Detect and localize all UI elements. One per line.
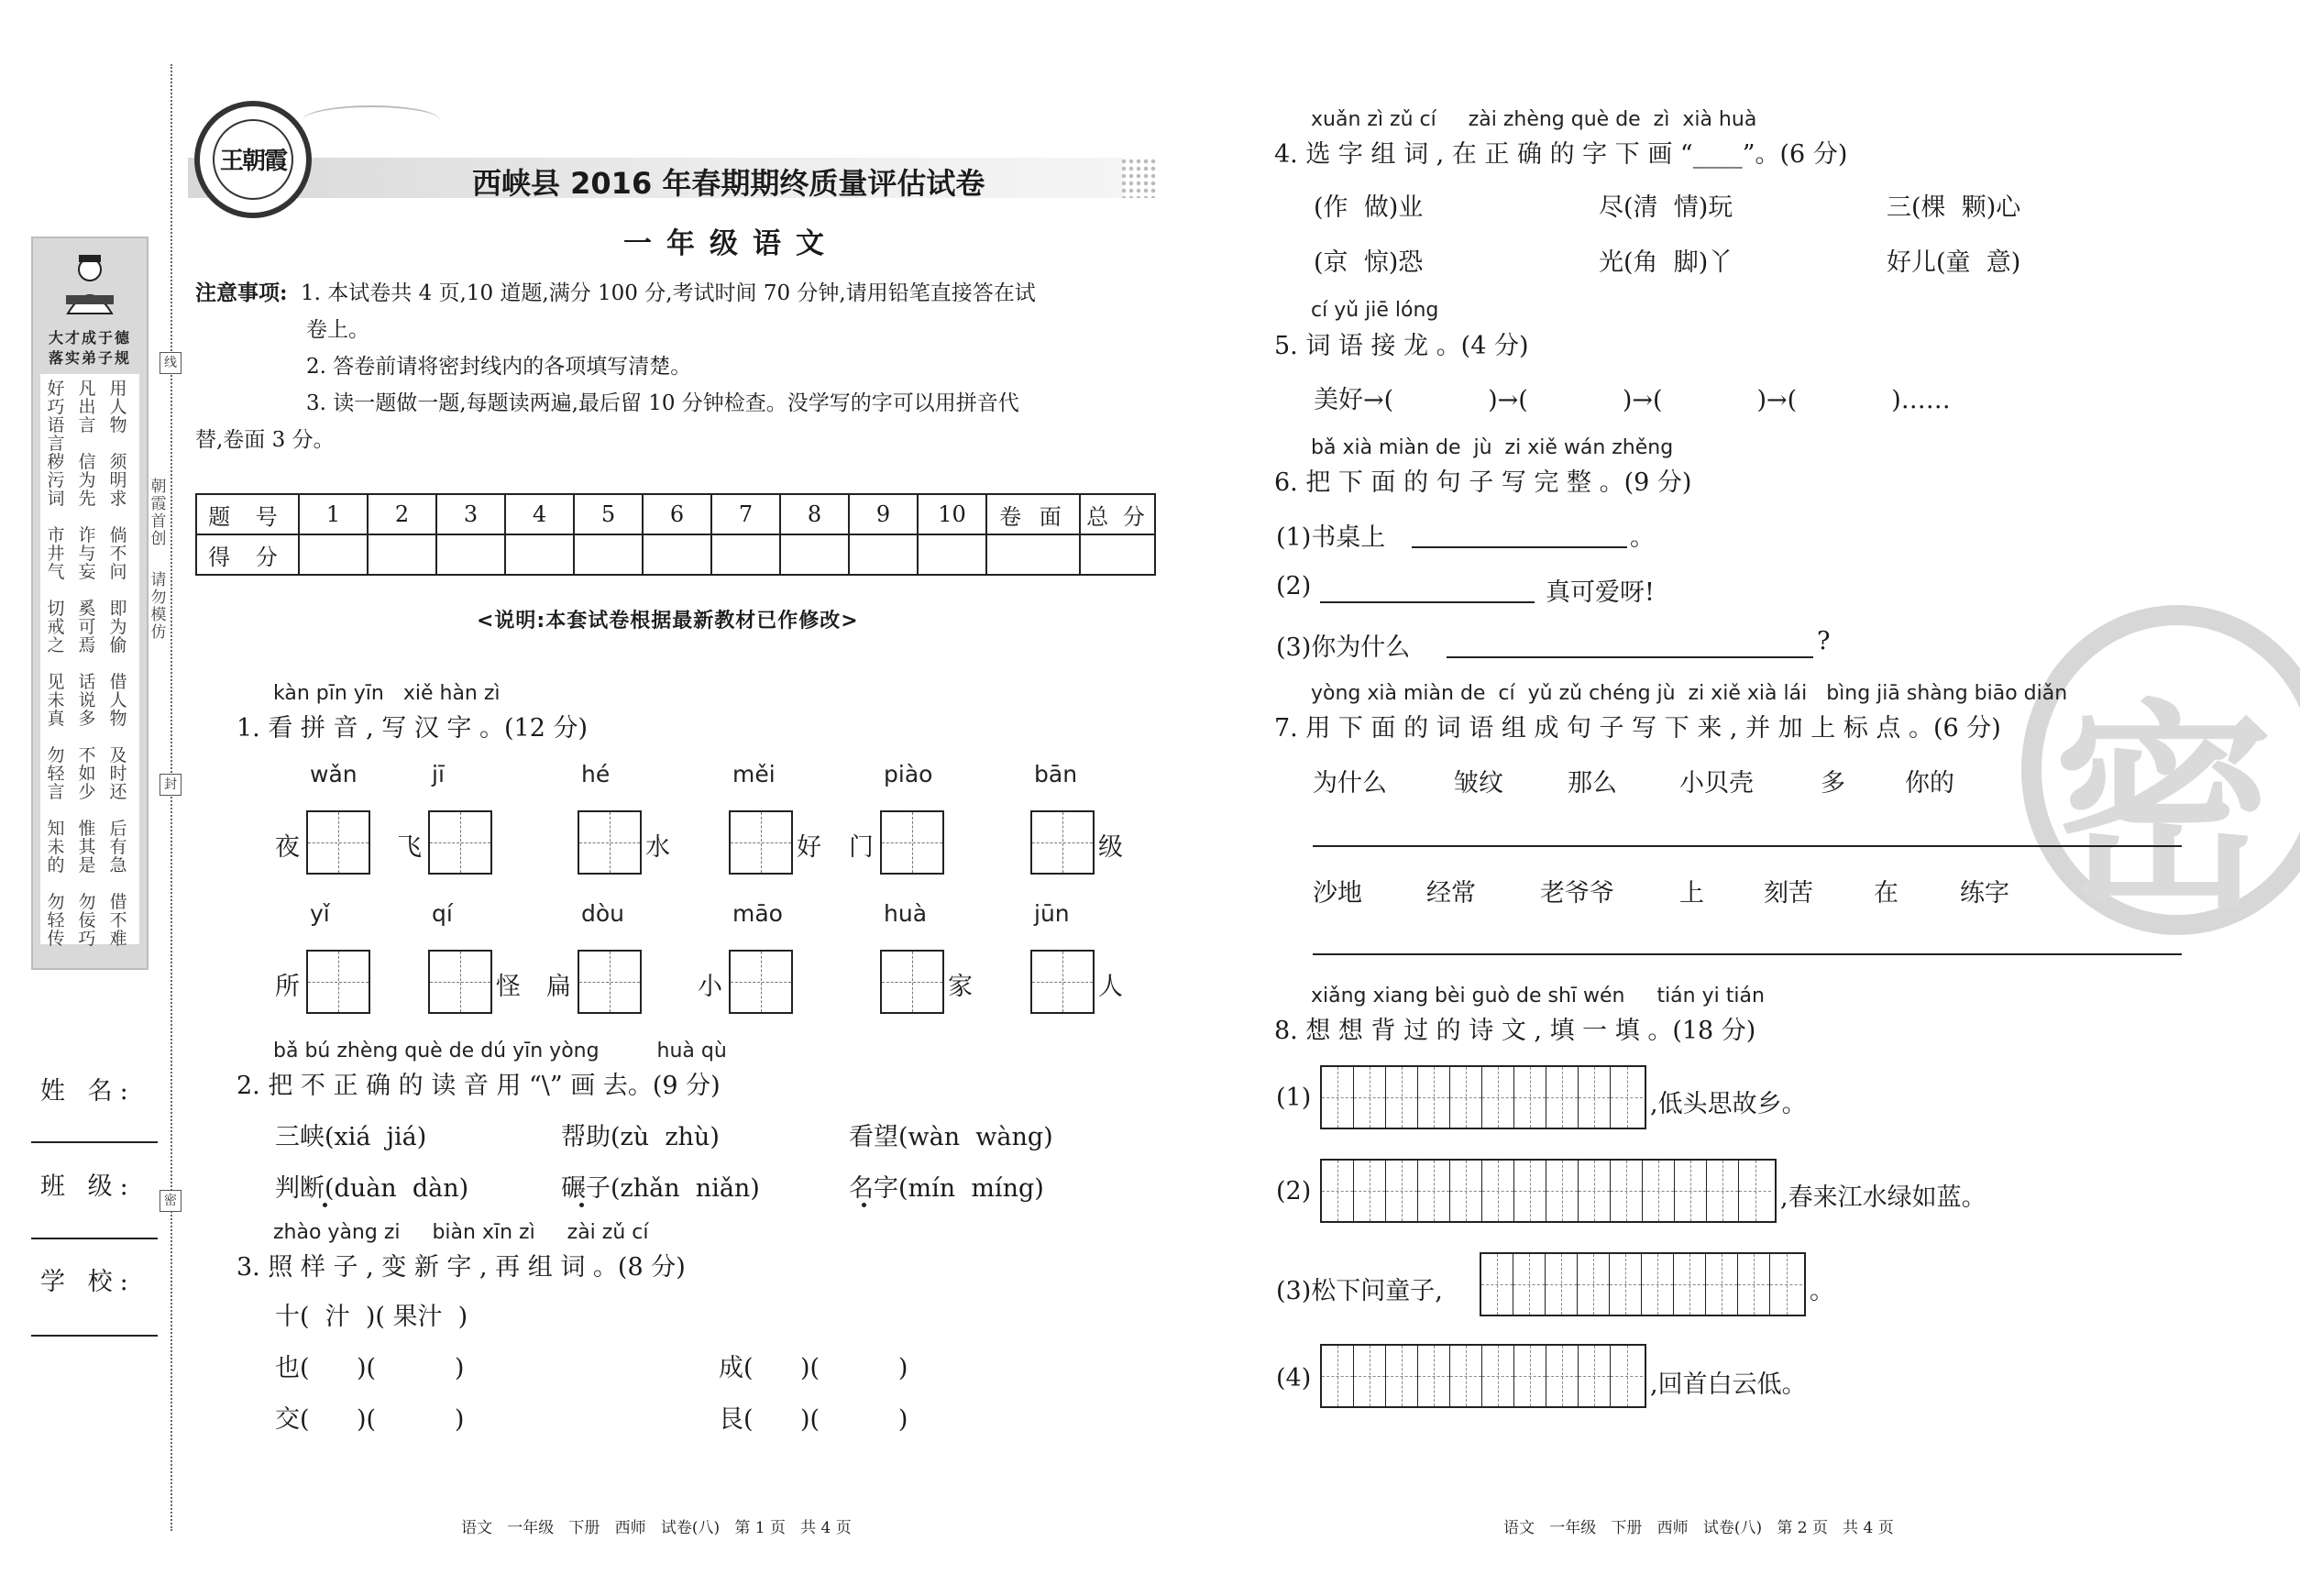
- q1-char-suffix: 级: [1098, 833, 1123, 862]
- notes-label: 注意事项:: [195, 281, 288, 305]
- note-3b: 替,卷面 3 分。: [195, 428, 335, 452]
- score-header-cell: 6: [643, 494, 711, 534]
- q8-grid-cell[interactable]: [1354, 1067, 1386, 1128]
- proverb-column: 后有急: [109, 819, 127, 875]
- q8-grid-cell[interactable]: [1579, 1161, 1611, 1221]
- score-header-cell: 题 号: [196, 494, 299, 534]
- q7-word: 老爷爷: [1540, 879, 1614, 908]
- note-2: 2. 答卷前请将密封线内的各项填写清楚。: [306, 355, 692, 379]
- fold-mark-seal: 封: [160, 774, 182, 796]
- q8-grid-cell[interactable]: [1322, 1161, 1354, 1221]
- q8-line-1-end: ,低头思故乡。: [1650, 1090, 1807, 1118]
- score-cell[interactable]: [918, 534, 986, 575]
- q7-answer-line-2[interactable]: [1313, 953, 2182, 955]
- q8-grid-cell[interactable]: [1706, 1254, 1738, 1315]
- proverb-column: 勿轻传: [47, 892, 65, 949]
- note-1a: 1. 本试卷共 4 页,10 道题,满分 100 分,考试时间 70 分钟,请用铅笔直接答在试: [301, 281, 1036, 305]
- proverb-column: 勿轻言: [47, 745, 65, 802]
- q8-grid-cell[interactable]: [1611, 1346, 1643, 1406]
- q8-grid-4[interactable]: [1320, 1344, 1646, 1408]
- q8-grid-cell[interactable]: [1611, 1161, 1643, 1221]
- q8-grid-cell[interactable]: [1418, 1346, 1450, 1406]
- q1-char-suffix: 好: [797, 833, 821, 862]
- q8-grid-cell[interactable]: [1514, 1346, 1546, 1406]
- q4-item: 尽(清 情)玩: [1599, 193, 1733, 222]
- q8-line-2-end: ,春来江水绿如蓝。: [1780, 1183, 1986, 1212]
- q7-word: 在: [1874, 879, 1898, 908]
- q1-char-suffix: 水: [645, 833, 670, 862]
- q8-pinyin: xiǎng xiang bèi guò de shī wén tián yi tián: [1311, 985, 1765, 1007]
- q6-answer-line-1[interactable]: [1412, 546, 1627, 548]
- q4-item: (京 惊)恐: [1314, 248, 1424, 277]
- q1-char-box[interactable]: [880, 810, 944, 875]
- class-label: 班 级:: [40, 1172, 136, 1201]
- q1-char-box[interactable]: [306, 950, 370, 1014]
- q7-answer-line-1[interactable]: [1313, 845, 2182, 847]
- q7-word: 经常: [1426, 879, 1476, 908]
- proverb-column: 话说多: [78, 672, 96, 729]
- q1-pinyin-item: māo: [732, 900, 783, 927]
- q3-item: 艮( )( ): [719, 1405, 908, 1434]
- q8-grid-cell[interactable]: [1482, 1346, 1514, 1406]
- q8-grid-cell[interactable]: [1418, 1161, 1450, 1221]
- q8-grid-cell[interactable]: [1386, 1161, 1418, 1221]
- q7-word: 练字: [1960, 879, 2009, 908]
- proverb-column: 倘不问: [109, 525, 127, 582]
- score-header-cell: 5: [574, 494, 643, 534]
- school-field[interactable]: [31, 1335, 158, 1337]
- q6-sentence-1-end: 。: [1630, 523, 1655, 552]
- scholar-illustration: [53, 249, 127, 323]
- q8-grid-cell[interactable]: [1322, 1346, 1354, 1406]
- proverb-box: [40, 374, 139, 949]
- q8-grid-cell[interactable]: [1738, 1254, 1770, 1315]
- q8-grid-cell[interactable]: [1481, 1254, 1513, 1315]
- title-dots-decoration: [1120, 158, 1157, 198]
- q8-grid-cell[interactable]: [1642, 1254, 1674, 1315]
- q1-char-box[interactable]: [880, 950, 944, 1014]
- score-cell[interactable]: [505, 534, 574, 575]
- q3-item: 也( )( ): [275, 1354, 465, 1382]
- q8-grid-cell[interactable]: [1579, 1067, 1611, 1128]
- q3-item: 交( )( ): [275, 1405, 465, 1434]
- q8-line-1-label: (1): [1276, 1084, 1312, 1112]
- q8-grid-cell[interactable]: [1386, 1346, 1418, 1406]
- score-cell[interactable]: [849, 534, 918, 575]
- q2-pinyin: bǎ bú zhèng què de dú yīn yòng huà qù: [273, 1040, 727, 1062]
- proverb-column: 用人物: [109, 379, 127, 435]
- q4-title: 4. 选 字 组 词 , 在 正 确 的 字 下 画 “____”。(6 分): [1274, 140, 1848, 169]
- q1-char-box[interactable]: [1030, 810, 1095, 875]
- q1-pinyin-item: huà: [884, 900, 928, 927]
- q8-grid-cell[interactable]: [1354, 1161, 1386, 1221]
- q4-item: (作 做)业: [1314, 193, 1424, 222]
- fold-mark-secret: 密: [160, 1190, 182, 1212]
- q4-pinyin: xuǎn zì zǔ cí zài zhèng què de zì xià huà: [1311, 108, 1757, 131]
- q8-grid-cell[interactable]: [1739, 1161, 1771, 1221]
- q1-pinyin-item: jī: [432, 761, 445, 787]
- score-header-cell: 10: [918, 494, 986, 534]
- q8-grid-cell[interactable]: [1450, 1067, 1482, 1128]
- ribbon-decoration: [303, 105, 440, 135]
- q3-example: 十( 汁 )( 果汁 ): [275, 1303, 468, 1331]
- q1-pinyin: kàn pīn yīn xiě hàn zì: [273, 682, 501, 705]
- emphasis-dot: [579, 1203, 584, 1207]
- q1-pinyin-item: dòu: [581, 900, 625, 927]
- q8-grid-cell[interactable]: [1546, 1254, 1578, 1315]
- q8-line-3-label: (3)松下问童子,: [1276, 1277, 1443, 1305]
- q1-char-prefix: 所: [275, 973, 300, 1001]
- name-label: 姓 名:: [40, 1077, 136, 1106]
- proverb-column: 惟其是: [78, 819, 96, 875]
- q1-pinyin-item: piào: [884, 761, 933, 787]
- q1-char-suffix: 人: [1098, 973, 1123, 1001]
- score-table-score-row: [196, 534, 1155, 575]
- q8-grid-cell[interactable]: [1418, 1067, 1450, 1128]
- q8-line-4-end: ,回首白云低。: [1650, 1370, 1807, 1399]
- q3-pinyin: zhào yàng zi biàn xīn zì zài zǔ cí: [273, 1221, 649, 1244]
- motto-line-1: 大才成于德: [48, 329, 131, 347]
- score-cell[interactable]: [711, 534, 780, 575]
- q1-pinyin-item: měi: [732, 761, 776, 787]
- q8-grid-1[interactable]: [1320, 1065, 1646, 1129]
- binding-strip: [31, 237, 149, 970]
- proverb-column: 借不难: [109, 892, 127, 949]
- q8-grid-cell[interactable]: [1514, 1067, 1546, 1128]
- q8-grid-cell[interactable]: [1707, 1161, 1739, 1221]
- q3-title: 3. 照 样 子 , 变 新 字 , 再 组 词 。(8 分): [237, 1253, 686, 1282]
- logo-text: 王朝霞: [213, 119, 293, 200]
- fold-mark-line: 线: [160, 352, 182, 374]
- proverb-column: 借人物: [109, 672, 127, 729]
- proverb-column: 奚可焉: [78, 599, 96, 655]
- class-field[interactable]: [31, 1238, 158, 1239]
- motto-line-2: 落实弟子规: [48, 349, 131, 367]
- proverb-column: 须明求: [109, 452, 127, 509]
- q1-char-box[interactable]: [578, 950, 642, 1014]
- proverb-column: 凡出言: [78, 379, 96, 435]
- proverb-column: 好巧语言: [47, 379, 65, 454]
- q1-char-prefix: 飞: [397, 833, 422, 862]
- q1-char-prefix: 门: [849, 833, 874, 862]
- score-header-cell: 总 分: [1080, 494, 1155, 534]
- footer-left: 语文 一年级 下册 西师 试卷(八) 第 1 页 共 4 页: [461, 1519, 852, 1537]
- q8-grid-cell[interactable]: [1610, 1254, 1642, 1315]
- q2-item: 碾子(zhǎn niǎn): [561, 1174, 760, 1203]
- q2-title: 2. 把 不 正 确 的 读 音 用 “\” 画 去。(9 分): [237, 1072, 721, 1100]
- q8-grid-cell[interactable]: [1482, 1067, 1514, 1128]
- q1-pinyin-item: qí: [432, 900, 453, 927]
- q1-char-suffix: 怪: [496, 973, 521, 1001]
- q1-pinyin-item: wǎn: [310, 761, 358, 787]
- proverb-column: 见未真: [47, 672, 65, 729]
- emphasis-dot: [862, 1203, 866, 1207]
- seal-watermark-char: 密: [2053, 679, 2274, 938]
- q1-pinyin-item: yǐ: [310, 900, 330, 927]
- score-cell[interactable]: [1080, 534, 1155, 575]
- q5-title: 5. 词 语 接 龙 。(4 分): [1274, 332, 1529, 360]
- q1-char-box[interactable]: [729, 810, 793, 875]
- q8-line-4-label: (4): [1276, 1364, 1312, 1392]
- q8-grid-cell[interactable]: [1450, 1161, 1482, 1221]
- explain-note: <说明:本套试卷根据最新教材已作修改>: [477, 610, 859, 633]
- q6-title: 6. 把 下 面 的 句 子 写 完 整 。(9 分): [1274, 468, 1692, 497]
- q8-grid-cell[interactable]: [1546, 1161, 1579, 1221]
- q2-item: 帮助(zù zhù): [561, 1123, 720, 1151]
- q7-word: 上: [1679, 879, 1704, 908]
- q6-answer-line-2[interactable]: [1320, 601, 1535, 603]
- note-3a: 3. 读一题做一题,每题读两遍,最后留 10 分钟检查。没学写的字可以用拼音代: [306, 391, 1019, 415]
- q2-item: 名字(mín míng): [849, 1174, 1044, 1203]
- q7-word: 小贝壳: [1679, 769, 1754, 798]
- score-cell[interactable]: [986, 534, 1080, 575]
- q1-char-box[interactable]: [729, 950, 793, 1014]
- q6-sentence-2-end: 真可爱呀!: [1546, 578, 1655, 607]
- q6-sentence-1: (1)书桌上: [1276, 523, 1386, 552]
- score-table: [195, 493, 1156, 576]
- q8-grid-cell[interactable]: [1482, 1161, 1514, 1221]
- q1-char-box[interactable]: [428, 950, 492, 1014]
- q1-pinyin-item: hé: [581, 761, 611, 787]
- q1-char-suffix: 家: [948, 973, 973, 1001]
- proverb-column: 勿佞巧: [78, 892, 96, 949]
- score-header-cell: 4: [505, 494, 574, 534]
- q8-grid-cell[interactable]: [1675, 1161, 1707, 1221]
- q1-char-prefix: 夜: [275, 833, 300, 862]
- q7-word: 刻苦: [1764, 879, 1813, 908]
- q7-word: 为什么: [1313, 769, 1387, 798]
- proverb-column: 诈与妄: [78, 525, 96, 582]
- seal-line: [171, 64, 172, 1531]
- q8-grid-cell[interactable]: [1450, 1346, 1482, 1406]
- q6-pinyin: bǎ xià miàn de jù zi xiě wán zhěng: [1311, 436, 1674, 459]
- proverb-column: 秽污词: [47, 452, 65, 509]
- proverb-column: 切戒之: [47, 599, 65, 655]
- q1-char-prefix: 小: [698, 973, 722, 1001]
- q1-pinyin-item: bān: [1034, 761, 1078, 787]
- q8-grid-cell[interactable]: [1674, 1254, 1706, 1315]
- score-cell[interactable]: [643, 534, 711, 575]
- q8-line-3-end: 。: [1810, 1277, 1834, 1305]
- q8-grid-cell[interactable]: [1546, 1346, 1579, 1406]
- q4-item: 好儿(童 意): [1887, 248, 2021, 277]
- score-cell[interactable]: [436, 534, 505, 575]
- q7-pinyin: yòng xià miàn de cí yǔ zǔ chéng jù zi xiě xià lái bìng jiā shàng biāo diǎn: [1311, 682, 2068, 705]
- q2-item: 看望(wàn wàng): [849, 1123, 1053, 1151]
- score-header-cell: 3: [436, 494, 505, 534]
- q8-line-2-label: (2): [1276, 1177, 1312, 1205]
- q1-char-prefix: 扁: [546, 973, 571, 1001]
- q6-answer-line-3[interactable]: [1447, 656, 1813, 658]
- q1-title: 1. 看 拼 音 , 写 汉 字 。(12 分): [237, 714, 589, 743]
- q4-item: 光(角 脚)丫: [1599, 248, 1733, 277]
- note-1b: 卷上。: [306, 318, 369, 342]
- q8-grid-cell[interactable]: [1578, 1254, 1610, 1315]
- proverb-column: 市井气: [47, 525, 65, 582]
- score-header-cell: 2: [368, 494, 436, 534]
- q1-char-box[interactable]: [428, 810, 492, 875]
- score-cell[interactable]: [368, 534, 436, 575]
- vertical-note-1: 朝霞首创: [150, 478, 167, 548]
- q8-grid-cell[interactable]: [1643, 1161, 1675, 1221]
- q8-grid-cell[interactable]: [1322, 1067, 1354, 1128]
- score-row-label: 得 分: [196, 534, 299, 575]
- q8-grid-cell[interactable]: [1386, 1067, 1418, 1128]
- q5-chain[interactable]: 美好→( )→( )→( )→( )……: [1314, 386, 1951, 414]
- exam-subtitle: 一年级语文: [623, 227, 839, 260]
- q7-word: 皱纹: [1454, 769, 1503, 798]
- q7-word: 沙地: [1313, 879, 1362, 908]
- q6-sentence-2: (2): [1276, 572, 1312, 600]
- q3-item: 成( )( ): [719, 1354, 908, 1382]
- q7-word: 那么: [1568, 769, 1617, 798]
- vertical-note-2: 请勿模仿: [150, 571, 167, 642]
- school-label: 学 校:: [40, 1268, 136, 1296]
- q7-word: 多: [1821, 769, 1845, 798]
- proverb-column: 信为先: [78, 452, 96, 509]
- score-table-header-row: [196, 494, 1155, 534]
- q1-pinyin-item: jūn: [1034, 900, 1070, 927]
- q6-sentence-3: (3)你为什么: [1276, 633, 1411, 662]
- q1-char-box[interactable]: [1030, 950, 1095, 1014]
- name-field[interactable]: [31, 1141, 158, 1143]
- score-cell[interactable]: [780, 534, 849, 575]
- q8-grid-cell[interactable]: [1611, 1067, 1643, 1128]
- score-header-cell: 卷 面: [986, 494, 1080, 534]
- exam-title: 西峡县 2016 年春期期终质量评估试卷: [472, 166, 985, 201]
- score-header-cell: 7: [711, 494, 780, 534]
- q8-grid-cell[interactable]: [1513, 1254, 1546, 1315]
- q6-sentence-3-end: ?: [1817, 627, 1831, 655]
- q7-title: 7. 用 下 面 的 词 语 组 成 句 子 写 下 来 , 并 加 上 标 点 。(6 分): [1274, 714, 2001, 743]
- q4-item: 三(棵 颗)心: [1887, 193, 2021, 222]
- q2-item: 三峡(xiá jiá): [275, 1123, 427, 1151]
- footer-right: 语文 一年级 下册 西师 试卷(八) 第 2 页 共 4 页: [1503, 1519, 1894, 1537]
- q1-char-box[interactable]: [306, 810, 370, 875]
- q8-title: 8. 想 想 背 过 的 诗 文 , 填 一 填 。(18 分): [1274, 1017, 1756, 1045]
- q8-grid-2[interactable]: [1320, 1159, 1777, 1223]
- q8-grid-3[interactable]: [1480, 1252, 1806, 1316]
- score-cell[interactable]: [299, 534, 368, 575]
- q1-char-box[interactable]: [578, 810, 642, 875]
- q2-item: 判断(duàn dàn): [275, 1174, 469, 1203]
- score-header-cell: 8: [780, 494, 849, 534]
- q8-grid-cell[interactable]: [1546, 1067, 1579, 1128]
- q8-grid-cell[interactable]: [1354, 1346, 1386, 1406]
- q7-word: 你的: [1905, 769, 1954, 798]
- emphasis-dot: [323, 1203, 327, 1207]
- q8-grid-cell[interactable]: [1514, 1161, 1546, 1221]
- score-header-cell: 1: [299, 494, 368, 534]
- proverb-column: 不如少: [78, 745, 96, 802]
- proverb-column: 及时还: [109, 745, 127, 802]
- q8-grid-cell[interactable]: [1770, 1254, 1802, 1315]
- score-header-cell: 9: [849, 494, 918, 534]
- q5-pinyin: cí yǔ jiē lóng: [1311, 299, 1439, 322]
- proverb-column: 即为偷: [109, 599, 127, 655]
- q8-grid-cell[interactable]: [1579, 1346, 1611, 1406]
- proverb-column: 知未的: [47, 819, 65, 875]
- score-cell[interactable]: [574, 534, 643, 575]
